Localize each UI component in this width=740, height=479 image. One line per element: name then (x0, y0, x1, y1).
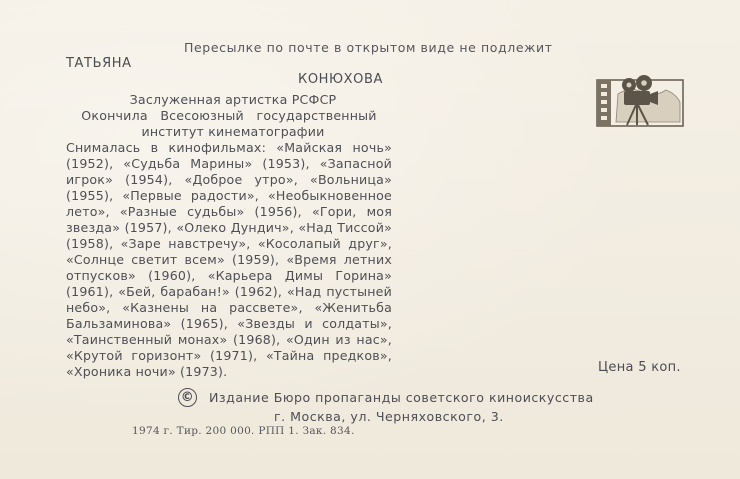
price-label: Цена 5 коп. (598, 360, 681, 375)
publisher-block (178, 388, 608, 424)
copyright-icon: © (178, 388, 197, 407)
education-line-2: институт кинематографии (141, 124, 325, 139)
actor-last-name: КОНЮХОВА (298, 72, 384, 87)
print-run-info: 1974 г. Тир. 200 000. РПП 1. Зак. 834. (132, 425, 355, 437)
mailing-notice: Пересылке по почте в открытом виде не подлежит (184, 40, 553, 55)
actor-first-name: ТАТЬЯНА (66, 56, 132, 71)
filmography: Снималась в кинофильмах: «Майская ночь» (1952), «Судьба Марины» (1953), «Запасной игрок» (1954), «Доброе утро», «Вольница» (1955), «Первые радости», «Необыкновенное лето», «Разные судьбы» (1956), «Гори, моя звезда» (1957), «Олеко Дундич», «Над Тиссой» (1958), «Заре навстречу», «Косолапый друг», «Солнце светит всем» (1959), «Время летних отпусков» (1960), «Карьера Димы Горина» (1961), «Бей, барабан!» (1962), «Над пустыней небо», «Казнены на рассвете», «Женитьба Бальзаминова» (1965), «Звезды и солдаты», «Таинственный монах» (1968), «Один из нас», «Крутой горизонт» (1971), «Тайна предков», «Хроника ночи» (1973). (66, 140, 392, 379)
film-camera-icon (596, 72, 684, 130)
stamp-box (596, 72, 684, 130)
biography-block (66, 92, 392, 380)
honorary-title: Заслуженная артистка РСФСР (129, 92, 337, 107)
publisher-address: г. Москва, ул. Черняховского, 3. (274, 409, 504, 424)
publisher-name: Издание Бюро пропаганды советского киноискусства (209, 390, 594, 405)
education-line-1: Окончила Всесоюзный государственный (81, 108, 377, 123)
